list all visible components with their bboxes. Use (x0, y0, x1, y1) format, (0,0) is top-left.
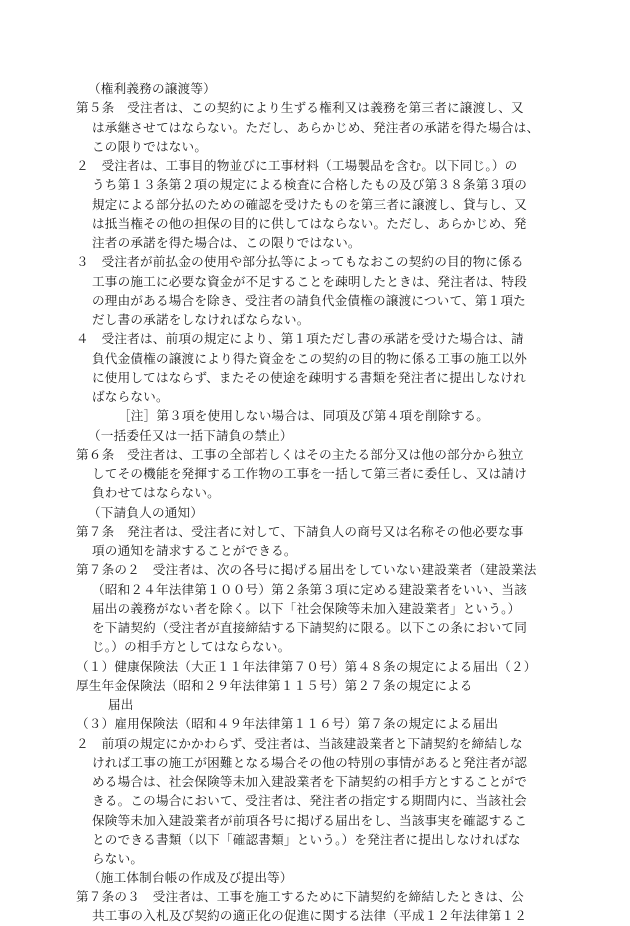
article-6-line-1: 第６条 受注者は、工事の全部若しくはその主たる部分又は他の部分から独立 (76, 447, 524, 462)
article-5-p2-line-1: ２ 受注者は、工事目的物並びに工事材料（工場製品を含む。以下同じ。）の (76, 158, 518, 173)
heading-subcontract-ban: （一括委任又は一括下請負の禁止） (88, 428, 293, 443)
article-5-line-1: 第５条 受注者は、この契約により生ずる権利又は義務を第三者に譲渡し、又 (76, 100, 524, 115)
article-7-2-line-2: （昭和２４年法律第１００号）第２条第３項に定める建設業者をいい、当該 (92, 582, 527, 597)
article-7-2-p2-line-4: きる。この場合において、受注者は、発注者の指定する期間内に、当該社会 (92, 793, 527, 808)
article-5-p2-line-5: 注者の承諾を得た場合は、この限りではない。 (92, 235, 361, 250)
article-7-2-line-5: じ。）の相手方としてはならない。 (92, 639, 291, 654)
article-5-p4-line-3: に使用してはならず、またその使途を疎明する書類を発注者に提出しなけれ (92, 370, 526, 385)
article-5-p4-line-2: 負代金債権の譲渡により得た資金をこの契約の目的物に係る工事の施工以外 (92, 351, 527, 366)
article-7-2-p2-line-2: ければ工事の施工が困難となる場合その他の特別の事情があると発注者が認 (92, 755, 527, 770)
heading-assignment: （権利義務の譲渡等） (88, 81, 216, 96)
article-7-2-p2-line-3: める場合は、社会保険等未加入建設業者を下請契約の相手方とすることがで (92, 774, 527, 789)
editorial-note: ［注］第３項を使用しない場合は、同項及び第４項を削除する。 (118, 408, 490, 423)
article-7-2-line-4: を下請契約（受注者が直接締結する下請契約に限る。以下この条において同 (92, 620, 527, 635)
item-3-employment-insurance: （３）雇用保険法（昭和４９年法律第１１６号）第７条の規定による届出 (76, 716, 499, 731)
article-7-line-2: 項の通知を請求することができる。 (92, 543, 297, 558)
article-7-2-p2-line-6: とのできる書類（以下「確認書類」という。）を発注者に提出しなければな (92, 832, 521, 847)
article-5-line-2: は承継させてはならない。ただし、あらかじめ、発注者の承諾を得た場合は、 (92, 120, 540, 135)
item-1-health-insurance: （１）健康保険法（大正１１年法律第７０号）第４８条の規定による届出（２） (76, 659, 537, 674)
article-5-p2-line-2: うち第１３条第２項の規定による検査に合格したもの及び第３８条第３項の (92, 177, 527, 192)
article-6-line-2: してその機能を発揮する工作物の工事を一括して第三者に委任し、又は請け (92, 466, 527, 481)
article-5-line-3: この限りではない。 (92, 139, 208, 154)
article-5-p3-line-1: ３ 受注者が前払金の使用や部分払等によってもなおこの契約の目的物に係る (76, 254, 524, 269)
article-7-line-1: 第７条 発注者は、受注者に対して、下請負人の商号又は名称その他必要な事 (76, 524, 524, 539)
article-5-p3-line-2: 工事の施工に必要な資金が不足することを疎明したときは、発注者は、特段 (92, 274, 527, 289)
article-6-line-3: 負わせてはならない。 (92, 485, 220, 500)
article-5-p3-line-3: の理由がある場合を除き、受注者の請負代金債権の譲渡について、第１項た (92, 293, 526, 308)
article-7-3-line-1: 第７条の３ 受注者は、工事を施工するために下請契約を締結したときは、公 (76, 889, 524, 904)
article-7-2-p2-line-5: 保険等未加入建設業者が前項各号に掲げる届出をし、当該事実を確認するこ (92, 813, 527, 828)
article-7-2-p2-line-7: らない。 (92, 851, 144, 866)
article-5-p2-line-3: 規定による部分払のための確認を受けたものを第三者に譲渡し、貸与し、又 (92, 197, 527, 212)
item-2-continuation: 届出 (108, 697, 134, 712)
article-7-2-line-3: 届出の義務がない者を除く。以下「社会保険等未加入建設業者」という。） (92, 601, 521, 616)
article-7-2-line-1: 第７条の２ 受注者は、次の各号に掲げる届出をしていない建設業者（建設業法 (76, 562, 537, 577)
article-5-p2-line-4: は抵当権その他の担保の目的に供してはならない。ただし、あらかじめ、発 (92, 216, 527, 231)
article-5-p4-line-1: ４ 受注者は、前項の規定により、第１項ただし書の承諾を受けた場合は、請 (76, 331, 524, 346)
article-7-2-p2-line-1: ２ 前項の規定にかかわらず、受注者は、当該建設業者と下請契約を締結しな (76, 736, 523, 751)
heading-construction-ledger: （施工体制台帳の作成及び提出等） (88, 870, 293, 885)
heading-subcontractor-notice: （下請負人の通知） (88, 505, 204, 520)
article-7-3-line-2: 共工事の入札及び契約の適正化の促進に関する法律（平成１２年法律第１２ (92, 908, 527, 923)
article-5-p3-line-4: だし書の承諾をしなければならない。 (92, 312, 310, 327)
article-5-p4-line-4: ばならない。 (92, 389, 169, 404)
item-2-pension-insurance: 厚生年金保険法（昭和２９年法律第１１５号）第２７条の規定による (76, 678, 473, 693)
